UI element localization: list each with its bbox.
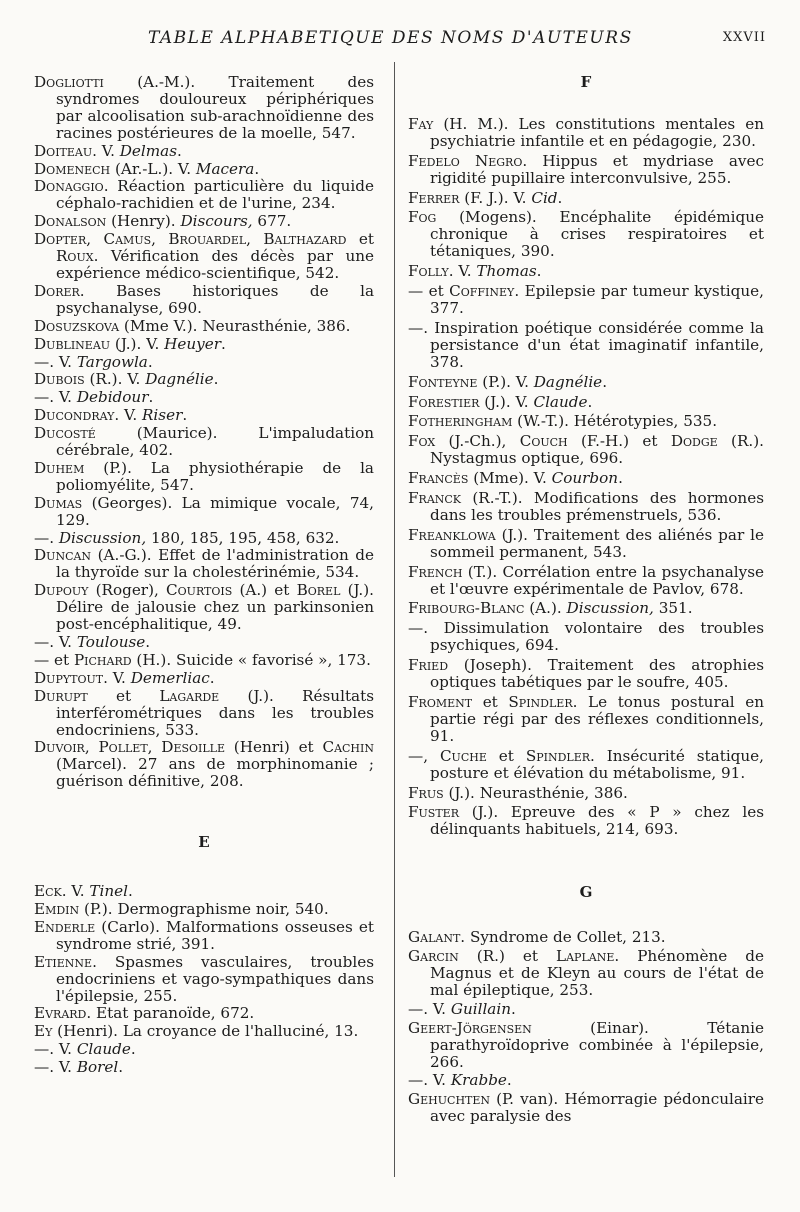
entry-text: — et	[408, 282, 450, 301]
entry-text: .	[536, 262, 542, 281]
author-name: Ducondray	[34, 406, 115, 425]
entry-text: (P. van). Hémorragie pédonculaire avec paralysie des	[430, 1090, 764, 1126]
entry-text: —. V.	[34, 352, 77, 371]
index-entry	[34, 530, 374, 547]
entry-text: 180, 185, 195, 458, 632.	[146, 528, 340, 547]
entry-text: .	[511, 999, 516, 1018]
entry-text: (Mme V.). Neurasthénie, 386.	[119, 316, 351, 335]
entry-text: . Etat paranoïde, 672.	[86, 1004, 255, 1023]
entry-text: —,	[408, 746, 440, 765]
cross-reference: Discours,	[180, 212, 253, 231]
entry-text: . Epilepsie par tumeur kystique, 377.	[430, 282, 764, 317]
index-entry	[34, 407, 374, 424]
author-name: Ferrer	[408, 188, 460, 207]
author-name: Etienne	[34, 952, 93, 971]
entry-text: .	[148, 388, 154, 407]
index-entry	[34, 883, 374, 900]
right-column	[408, 74, 764, 1127]
cross-reference: Courbon	[551, 469, 619, 488]
index-entry	[34, 901, 374, 918]
author-name: Doiteau	[34, 141, 93, 160]
index-entry	[34, 213, 374, 230]
cross-reference: Thomas	[476, 262, 537, 281]
entry-text: . Vérification des décès par une expérience médico-scientifique, 542.	[56, 247, 374, 282]
index-entry	[34, 954, 374, 1005]
index-entry	[408, 394, 764, 411]
index-entry	[34, 739, 374, 790]
author-name: Dogliotti	[34, 73, 104, 91]
entry-text: (J.). V.	[110, 334, 165, 353]
author-name: Donaggio	[34, 177, 104, 196]
author-name: Forestier	[408, 392, 480, 411]
author-name: Roux	[56, 247, 94, 266]
index-entry	[34, 371, 374, 388]
index-entry	[34, 1005, 374, 1022]
index-entry	[408, 263, 764, 280]
index-entry	[34, 389, 374, 406]
entry-text: et	[346, 230, 374, 249]
entry-text: —. V.	[34, 1058, 77, 1077]
entry-text: (J.). Traitement des aliénés par le sommeil permanent, 543.	[430, 525, 764, 561]
entry-text: —. Dissimulation volontaire des troubles psychiques, 694.	[408, 619, 764, 655]
author-name: Fried	[408, 656, 449, 675]
entry-text: (Marcel). 27 ans de morphinomanie ; guérison définitive, 208.	[56, 755, 374, 791]
author-name: Garcin	[408, 947, 459, 966]
author-name: Fuster	[408, 803, 459, 822]
entry-text: (Mogens). Encéphalite épidémique chronique à crises respiratoires et tétaniques, 390.	[430, 208, 764, 261]
author-name: Freanklowa	[408, 525, 496, 544]
entry-text: . V.	[92, 141, 120, 160]
entry-text: (Einar). Tétanie parathyroïdoprive combinée à l'épilepsie, 266.	[430, 1018, 764, 1071]
cross-reference: Targowla	[76, 352, 148, 371]
entry-text: (A.).	[524, 599, 567, 618]
entry-text: .	[213, 370, 219, 389]
entry-text: .	[506, 1071, 512, 1090]
entry-text: (P.). Dermographisme noir, 540.	[79, 899, 329, 918]
author-name: Donalson	[34, 212, 107, 231]
author-name: Duhem	[34, 458, 85, 477]
entry-text: 677.	[252, 212, 292, 231]
page-header	[0, 28, 800, 54]
author-name: Cuche	[439, 746, 487, 765]
index-entry	[34, 354, 374, 371]
author-name: Dubois	[34, 370, 85, 389]
index-entry	[408, 804, 764, 838]
entry-text: —. Inspiration poétique considérée comme la persistance d'un état imaginatif infantile, 378.	[408, 318, 764, 371]
index-entry	[408, 929, 764, 946]
cross-reference: Claude	[533, 392, 588, 411]
index-entry	[408, 470, 764, 487]
author-name: Borel	[296, 581, 341, 600]
author-name: Franck	[408, 489, 462, 508]
author-name: Courtois	[166, 581, 233, 600]
entry-text: (J.-Ch.),	[435, 432, 520, 451]
entry-text: . Syndrome de Collet, 213.	[460, 928, 666, 947]
index-entry	[408, 153, 764, 187]
entry-text: —. V.	[34, 633, 77, 651]
entry-text: (Joseph). Traitement des atrophies optiques tabétiques par le soufre, 405.	[430, 656, 764, 692]
author-name: Dorer	[34, 281, 80, 300]
index-entry	[34, 231, 374, 282]
entry-text: . Spasmes vasculaires, troubles endocriniens et vago-sympathiques dans l'épilepsie, 255.	[56, 952, 374, 1005]
index-entry	[34, 670, 374, 687]
entry-text: (F. J.). V.	[459, 188, 532, 207]
entry-text: .	[557, 188, 563, 207]
index-entry	[408, 283, 764, 317]
entry-text: (Mme). V.	[468, 469, 552, 488]
index-entry	[34, 143, 374, 160]
author-name: Couch	[519, 432, 568, 451]
cross-reference: Toulouse	[76, 633, 146, 651]
entry-text: . Bases historiques de la psychanalyse, 690.	[56, 281, 374, 317]
author-name: Dupouy	[34, 581, 89, 600]
entry-text: . V.	[114, 406, 142, 425]
entry-text: . V.	[61, 882, 90, 901]
index-entry	[34, 1023, 374, 1040]
cross-reference: Debidour	[76, 388, 149, 407]
index-entry	[408, 116, 764, 150]
section-letter-e: E	[198, 833, 210, 852]
entry-text: (Maurice). L'impaludation cérébrale, 402.	[56, 424, 374, 460]
author-name: Fox	[408, 432, 436, 451]
author-name: Fog	[408, 208, 437, 227]
entry-text: .	[182, 406, 188, 425]
index-entry	[408, 320, 764, 371]
author-name: Enderle	[34, 917, 96, 936]
entry-text: (H. M.). Les constitutions mentales en psychiatrie infantile et en pédagogie, 230.	[430, 114, 764, 150]
entry-text: (H.). Suicide « favorisé », 173.	[131, 650, 371, 669]
entry-text: .	[209, 668, 215, 687]
index-entry	[34, 425, 374, 459]
entry-text: (W.-T.). Hétérotypies, 535.	[512, 412, 718, 431]
author-name: Geert-Jörgensen	[408, 1018, 532, 1037]
entries-f	[408, 116, 764, 838]
index-entry	[408, 620, 764, 654]
entries-e	[34, 883, 374, 1076]
entry-text: (Georges). La mimique vocale, 74, 129.	[56, 493, 374, 529]
index-entry	[34, 318, 374, 335]
entry-text: . Insécurité statique, posture et élévation du métabolisme, 91.	[430, 746, 764, 782]
cross-reference: Guillain	[450, 999, 511, 1018]
author-name: French	[408, 562, 463, 581]
index-entry	[408, 1001, 764, 1018]
author-name: Fay	[408, 114, 434, 133]
cross-reference: Macera	[195, 159, 255, 178]
entry-text: (P.). V.	[477, 372, 534, 391]
index-entry	[34, 652, 374, 669]
author-name: Frus	[408, 783, 444, 802]
index-entry	[34, 161, 374, 178]
author-name: Fribourg-Blanc	[408, 599, 525, 618]
entry-text: et	[486, 746, 526, 765]
entry-text: (Roger),	[88, 581, 167, 600]
index-entry	[34, 460, 374, 494]
entry-text: . V.	[103, 668, 131, 687]
entry-text: (R.) et	[458, 947, 557, 966]
entry-text: —. V.	[408, 999, 451, 1018]
cross-reference: Riser	[142, 406, 183, 425]
index-entry	[34, 634, 374, 651]
index-entry	[408, 433, 764, 467]
page-title: TABLE ALPHABETIQUE DES NOMS D'AUTEURS	[148, 28, 633, 48]
author-name: Dumas	[34, 493, 83, 512]
index-entry	[408, 657, 764, 691]
entry-text: . V.	[448, 262, 477, 281]
entry-text: (Henri). La croyance de l'halluciné, 13.	[52, 1022, 359, 1041]
entry-text: (Ar.-L.). V.	[110, 159, 196, 178]
entry-text: 351.	[653, 599, 693, 618]
index-entry	[408, 600, 764, 617]
author-name: Eck	[34, 882, 62, 901]
page-number: XXVII	[722, 30, 766, 45]
entry-text: (J.). V.	[479, 392, 534, 411]
entry-text: (A.-M.). Traitement des syndromes douloureux périphériques par alcoolisation sub-arachnoïdienne des racines postérieures de la moelle, 547.	[56, 73, 374, 142]
entry-text: .	[145, 633, 151, 651]
entry-text: (R.-T.). Modifications des hormones dans les troubles prémenstruels, 536.	[430, 489, 764, 524]
entry-text: —.	[34, 528, 59, 547]
index-entry	[408, 1020, 764, 1071]
cross-reference: Krabbe	[450, 1071, 507, 1090]
entry-text: .	[254, 159, 260, 178]
author-name: Duncan	[34, 546, 92, 565]
author-name: Ey	[34, 1022, 53, 1041]
index-entry	[34, 919, 374, 953]
author-name: Gehuchten	[408, 1090, 491, 1109]
author-name: Pichard	[73, 650, 132, 669]
author-name: Dopter, Camus, Brouardel, Balthazard	[34, 230, 347, 249]
index-entry	[34, 283, 374, 317]
index-entry	[408, 527, 764, 561]
author-name: Folly	[408, 262, 449, 281]
author-name: Galant	[408, 928, 461, 947]
index-entry	[408, 374, 764, 391]
index-entry	[34, 1059, 374, 1076]
index-entry	[34, 178, 374, 212]
author-name: Francès	[408, 469, 469, 488]
column-divider	[394, 62, 395, 1177]
author-name: Spindler	[508, 693, 573, 711]
entry-text: et	[87, 686, 160, 705]
author-name: Dupytout	[34, 668, 104, 687]
entry-text: (T.). Corrélation entre la psychanalyse et l'œuvre expérimentale de Pavlov, 678.	[430, 562, 764, 598]
cross-reference: Tinel	[89, 882, 128, 901]
entry-text: .	[177, 141, 182, 160]
cross-reference: Cid	[531, 188, 558, 207]
index-entry	[34, 336, 374, 353]
author-name: Dosuzskova	[34, 316, 120, 335]
author-name: Ducosté	[34, 424, 96, 443]
entry-text: (Henry).	[106, 212, 181, 231]
index-entry	[408, 564, 764, 598]
index-entry	[408, 413, 764, 430]
entry-text: .	[147, 352, 153, 371]
entry-text: et	[472, 693, 509, 711]
entry-text: .	[118, 1058, 124, 1077]
entry-text: (R.). Nystagmus optique, 696.	[430, 432, 764, 468]
entry-text: . Le tonus postural en partie régi par des réflexes conditionnels, 91.	[430, 693, 764, 745]
index-entry	[408, 694, 764, 745]
author-name: Lagarde	[159, 686, 220, 705]
author-name: Dublineau	[34, 334, 111, 353]
entry-text: . Réaction particulière du liquide céphalo-rachidien et de l'urine, 234.	[56, 177, 374, 213]
entry-text: —. V.	[408, 1071, 451, 1090]
index-entry	[408, 209, 764, 260]
section-letter-g: G	[579, 883, 593, 902]
cross-reference: Discussion,	[566, 599, 654, 618]
author-name: Fotheringham	[408, 412, 513, 431]
index-entry	[408, 748, 764, 782]
index-entry	[408, 785, 764, 802]
index-entry	[408, 948, 764, 999]
author-name: Domenech	[34, 159, 111, 178]
entry-text: (A.-G.). Effet de l'administration de la thyroïde sur la cholestérinémie, 534.	[56, 546, 374, 582]
index-entry	[408, 1091, 764, 1125]
author-name: Durupt	[34, 686, 88, 705]
entry-text: (J.). Délire de jalousie chez un parkinsonien post-encéphalitique, 49.	[56, 581, 374, 634]
author-name: Laplane	[556, 947, 615, 966]
author-name: Duvoir, Pollet, Desoille	[34, 738, 226, 757]
entry-text: (Henri) et	[225, 738, 323, 757]
entry-text: .	[618, 469, 623, 488]
entry-text: —. V.	[34, 388, 77, 407]
index-entry	[34, 495, 374, 529]
section-letter-f: F	[580, 73, 592, 91]
index-entry	[408, 490, 764, 524]
author-name: Evrard	[34, 1004, 87, 1023]
index-entry	[34, 688, 374, 739]
entry-text: (R.). V.	[84, 370, 146, 389]
author-name: Spindler	[525, 746, 591, 765]
entry-text: — et	[34, 650, 74, 669]
cross-reference: Dagnélie	[145, 370, 214, 389]
cross-reference: Dagnélie	[533, 372, 603, 391]
entry-text: .	[602, 372, 608, 391]
entry-text: (J.). Neurasthénie, 386.	[443, 783, 628, 802]
index-entry	[34, 74, 374, 142]
entry-text: . Phénomène de Magnus et de Kleyn au cours de l'état de mal épileptique, 253.	[430, 947, 765, 999]
index-entry	[34, 547, 374, 581]
cross-reference: Demerliac	[130, 668, 210, 687]
author-name: Emdin	[34, 899, 80, 918]
entry-text: . Hippus et mydriase avec rigidité pupillaire interconvulsive, 255.	[430, 151, 764, 187]
left-column	[34, 74, 374, 1077]
author-name: Froment	[408, 693, 473, 711]
author-name: Coffiney	[449, 282, 515, 301]
entry-text: .	[587, 392, 593, 411]
entry-text: (Carlo). Malformations osseuses et syndrome strié, 391.	[56, 917, 374, 953]
entry-text: .	[130, 1040, 136, 1059]
index-entry	[34, 1041, 374, 1058]
author-name: Fedelo Negro	[408, 151, 523, 170]
index-entry	[408, 1072, 764, 1089]
entries-g	[408, 929, 764, 1125]
cross-reference: Discussion,	[58, 528, 147, 547]
cross-reference: Delmas	[119, 141, 178, 160]
author-name: Dodge	[670, 432, 718, 451]
index-entry	[408, 190, 764, 207]
entry-text: (P.). La physiothérapie de la poliomyélite, 547.	[56, 458, 374, 494]
entry-text: .	[127, 882, 133, 901]
cross-reference: Borel	[76, 1058, 119, 1077]
cross-reference: Claude	[76, 1040, 131, 1059]
author-name: Cachin	[322, 738, 374, 757]
index-entry	[34, 582, 374, 633]
entry-text: (J.). Résultats interférométriques dans les troubles endocriniens, 533.	[56, 686, 375, 739]
cross-reference: Heuyer	[164, 334, 221, 353]
entry-text: (J.). Epreuve des « P » chez les délinquants habituels, 214, 693.	[430, 803, 764, 839]
author-name: Fonteyne	[408, 372, 478, 391]
entries-d	[34, 74, 374, 790]
entry-text: (F.-H.) et	[567, 432, 671, 451]
entry-text: (A.) et	[232, 581, 297, 600]
entry-text: —. V.	[34, 1040, 77, 1059]
entry-text: .	[220, 334, 226, 353]
